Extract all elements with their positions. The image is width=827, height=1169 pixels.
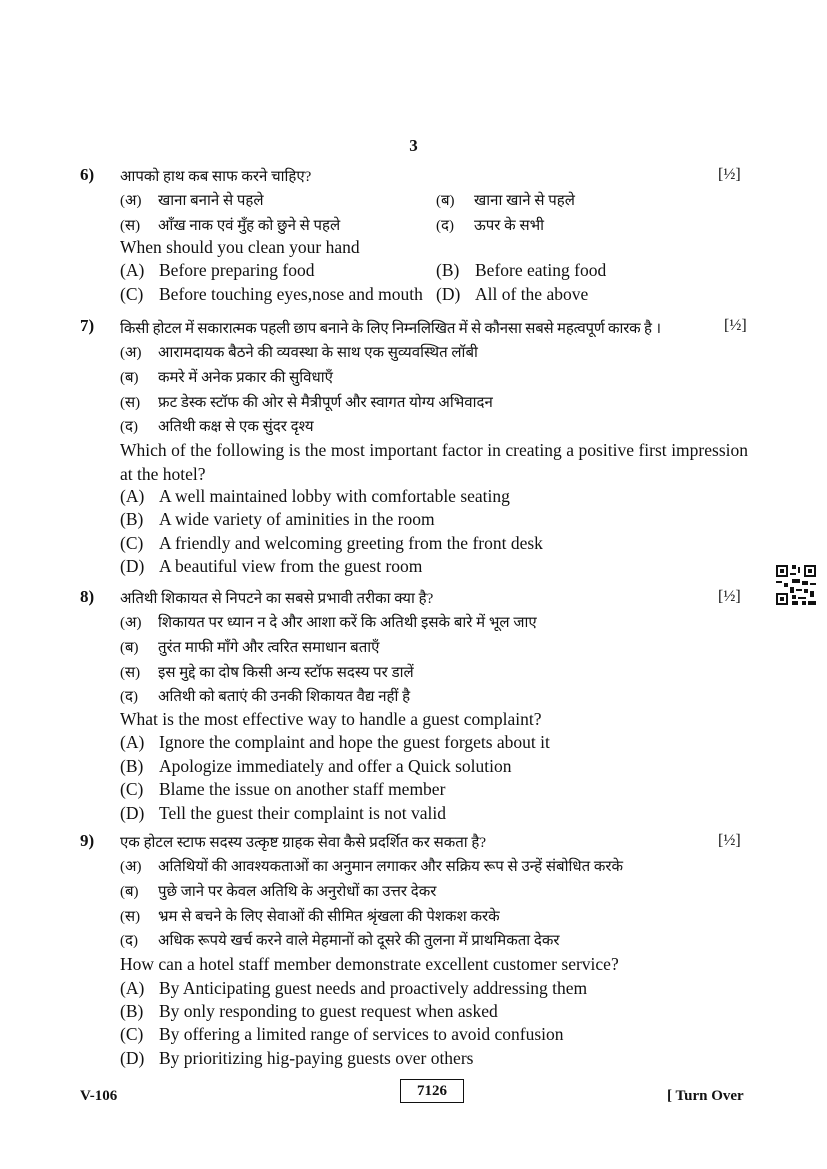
question-6-hindi-option-b: (ब) खाना खाने से पहले — [436, 193, 575, 209]
question-7-hindi-option-d: (द) अतिथी कक्ष से एक सुंदर दृश्य — [120, 419, 314, 435]
question-8-hindi-option-a: (अ) शिकायत पर ध्यान न दे और आशा करें कि अतिथी इसके बारे में भूल जाए — [120, 615, 537, 631]
question-8-english-option-a: (A) Ignore the complaint and hope the guest forgets about it — [120, 732, 550, 752]
question-8-hindi-option-b: (ब) तुरंत माफी माँगे और त्वरित समाधान बताएँ — [120, 640, 380, 656]
question-7-hindi-option-a: (अ) आरामदायक बैठने की व्यवस्था के साथ एक सुव्यवस्थित लॉबी — [120, 345, 478, 361]
question-6-english-option-a: (A) Before preparing food — [120, 260, 315, 280]
question-8-english: What is the most effective way to handle a guest complaint? — [120, 709, 542, 729]
question-6-english-option-d: (D) All of the above — [436, 284, 589, 304]
question-7-english-option-d: (D) A beautiful view from the guest room — [120, 556, 423, 576]
question-7-hindi: किसी होटल में सकारात्मक पहली छाप बनाने के लिए निम्नलिखित में से कौनसा सबसे महत्वपूर्ण कारक है । — [120, 321, 661, 337]
question-7-english-option-b: (B) A wide variety of aminities in the room — [120, 509, 435, 529]
turn-over-label: [ Turn Over — [667, 1088, 744, 1104]
question-8-marks: [½] — [718, 588, 741, 605]
question-9-hindi-option-c: (स) भ्रम से बचने के लिए सेवाओं की सीमित श्रृंखला की पेशकश करके — [120, 909, 500, 925]
question-7-hindi-option-b: (ब) कमरे में अनेक प्रकार की सुविधाएँ — [120, 370, 333, 386]
question-6-hindi: आपको हाथ कब साफ करने चाहिए? — [120, 169, 312, 185]
question-9-hindi-option-b: (ब) पुछे जाने पर केवल अतिथि के अनुरोधों का उत्तर देकर — [120, 884, 437, 900]
question-9-marks: [½] — [718, 832, 741, 849]
question-9-english: How can a hotel staff member demonstrate excellent customer service? — [120, 954, 619, 974]
question-9-number: 9) — [80, 831, 95, 850]
question-9-english-option-a: (A) By Anticipating guest needs and proactively addressing them — [120, 978, 588, 998]
question-6-english-option-b: (B) Before eating food — [436, 260, 607, 280]
question-8-hindi: अतिथी शिकायत से निपटने का सबसे प्रभावी तरीका क्या है? — [120, 591, 434, 607]
question-8-english-option-d: (D) Tell the guest their complaint is not valid — [120, 803, 446, 823]
question-9-english-option-d: (D) By prioritizing hig-paying guests over others — [120, 1048, 474, 1068]
question-6-hindi-option-c: (स) आँख नाक एवं मुँह को छुने से पहले — [120, 218, 341, 234]
booklet-code-box: 7126 — [400, 1079, 464, 1103]
question-9-english-option-b: (B) By only responding to guest request when asked — [120, 1001, 498, 1021]
question-8-hindi-option-d: (द) अतिथी को बताएं की उनकी शिकायत वैद्य नहीं है — [120, 689, 411, 705]
question-6-number: 6) — [80, 165, 95, 184]
question-7-english-option-a: (A) A well maintained lobby with comfortable seating — [120, 486, 510, 506]
question-6-hindi-option-a: (अ) खाना बनाने से पहले — [120, 193, 264, 209]
question-8-english-option-c: (C) Blame the issue on another staff member — [120, 779, 446, 799]
question-7-english: Which of the following is the most important factor in creating a positive first impression at the hotel? — [120, 440, 748, 484]
question-7-english-option-c: (C) A friendly and welcoming greeting from the front desk — [120, 533, 543, 553]
question-9-hindi: एक होटल स्टाफ सदस्य उत्कृष्ट ग्राहक सेवा कैसे प्रदर्शित कर सकता है? — [120, 835, 487, 851]
question-6-hindi-option-d: (द) ऊपर के सभी — [436, 218, 545, 234]
question-7-number: 7) — [80, 316, 95, 335]
question-6-english-option-c: (C) Before touching eyes,nose and mouth — [120, 284, 423, 304]
question-8-number: 8) — [80, 587, 95, 606]
question-6-english: When should you clean your hand — [120, 237, 360, 257]
question-9-hindi-option-a: (अ) अतिथियों की आवश्यकताओं का अनुमान लगाकर और सक्रिय रूप से उन्हें संबोधित करके — [120, 859, 624, 875]
question-7-marks: [½] — [724, 317, 747, 334]
page-number: 3 — [409, 136, 418, 155]
question-7-hindi-option-c: (स) फ्रट डेस्क स्टॉफ की ओर से मैत्रीपूर्ण और स्वागत योग्य अभिवादन — [120, 395, 493, 411]
question-9-english-option-c: (C) By offering a limited range of services to avoid confusion — [120, 1024, 564, 1044]
question-8-english-option-b: (B) Apologize immediately and offer a Quick solution — [120, 756, 512, 776]
question-9-hindi-option-d: (द) अधिक रूपये खर्च करने वाले मेहमानों को दूसरे की तुलना में प्राथमिकता देकर — [120, 933, 560, 949]
qr-code-icon — [776, 565, 816, 605]
question-6-marks: [½] — [718, 166, 741, 183]
question-8-hindi-option-c: (स) इस मुद्दे का दोष किसी अन्य स्टॉफ सदस्य पर डालें — [120, 665, 414, 681]
paper-code: V-106 — [80, 1088, 118, 1104]
